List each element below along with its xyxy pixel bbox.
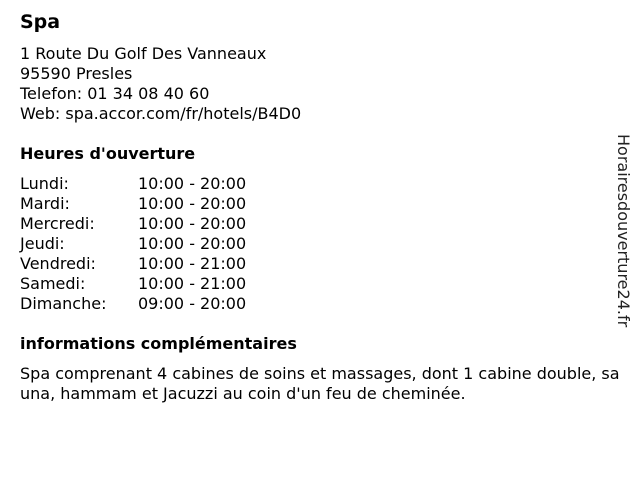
- hours-day: Dimanche:: [20, 294, 107, 313]
- hours-row: [20, 194, 246, 214]
- hours-time: 10:00 - 21:00: [138, 254, 247, 273]
- hours-time: 10:00 - 20:00: [138, 234, 247, 253]
- address-line-2: 95590 Presles: [20, 64, 133, 83]
- hours-day: Mercredi:: [20, 214, 95, 233]
- hours-day: Jeudi:: [20, 234, 65, 253]
- page-title: Spa: [20, 11, 61, 33]
- address-line-1: 1 Route Du Golf Des Vanneaux: [20, 44, 267, 63]
- hours-row: [20, 174, 246, 194]
- hours-time: 10:00 - 20:00: [138, 174, 247, 193]
- hours-time: 10:00 - 20:00: [138, 214, 247, 233]
- info-heading: informations complémentaires: [20, 334, 297, 353]
- hours-time: 09:00 - 20:00: [138, 294, 247, 313]
- phone-number: Telefon: 01 34 08 40 60: [20, 84, 210, 103]
- hours-row: [20, 214, 246, 234]
- hours-day: Vendredi:: [20, 254, 96, 273]
- hours-day: Mardi:: [20, 194, 70, 213]
- opening-hours-table: [20, 174, 246, 314]
- hours-row: [20, 254, 246, 274]
- info-text: Spa comprenant 4 cabines de soins et massages, dont 1 cabine double, sauna, hammam et Jacuzzi au coin d'un feu de cheminée.: [20, 364, 620, 403]
- hours-time: 10:00 - 21:00: [138, 274, 247, 293]
- contact-block: [20, 44, 301, 124]
- hours-row: [20, 274, 246, 294]
- hours-time: 10:00 - 20:00: [138, 194, 247, 213]
- site-watermark: Horairesdouverture24.fr: [614, 134, 633, 328]
- hours-row: [20, 294, 246, 314]
- hours-day: Lundi:: [20, 174, 69, 193]
- website-link[interactable]: Web: spa.accor.com/fr/hotels/B4D0: [20, 104, 302, 123]
- hours-row: [20, 234, 246, 254]
- opening-hours-heading: Heures d'ouverture: [20, 144, 196, 163]
- hours-day: Samedi:: [20, 274, 86, 293]
